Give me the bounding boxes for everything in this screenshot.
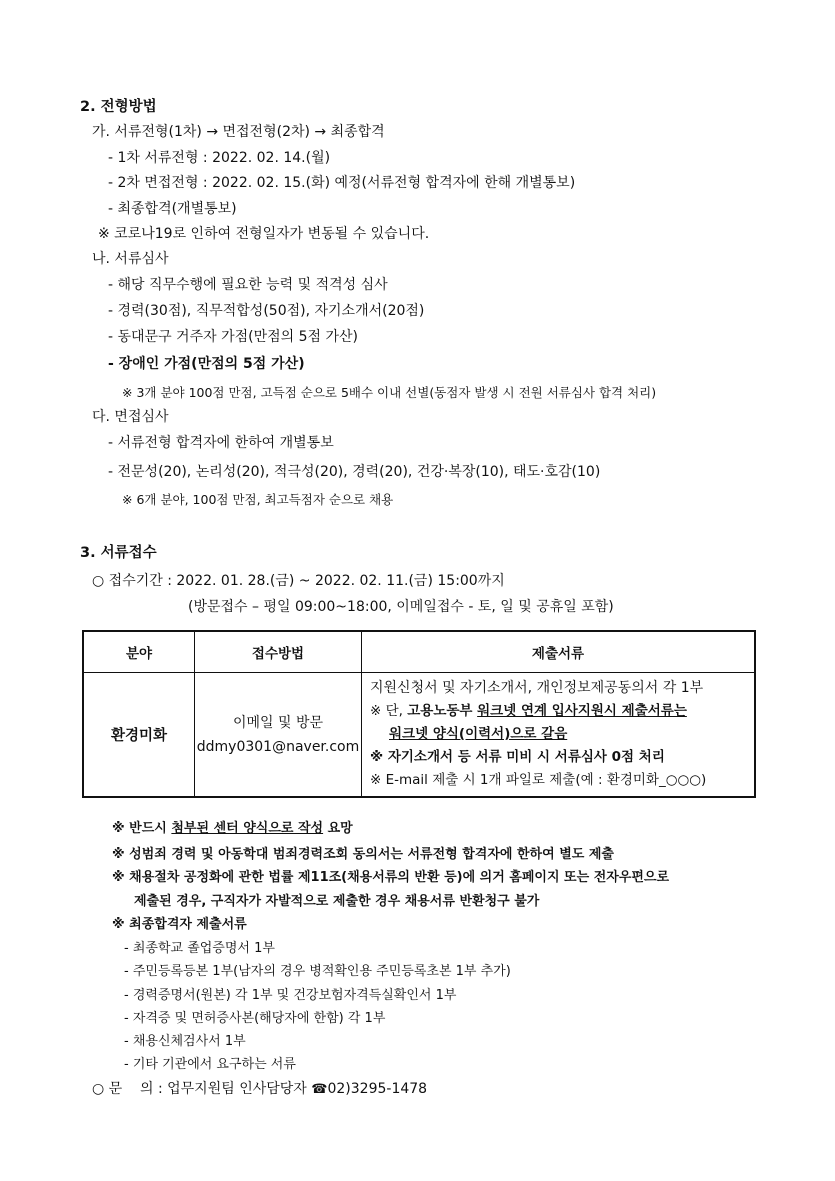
docs-note-bold: 고용노동부 [407, 703, 478, 719]
na-item: - 동대문구 거주자 가점(만점의 5점 가산) [108, 329, 358, 345]
phone-icon: ☎ [311, 1082, 328, 1097]
table-row [83, 673, 755, 798]
final-doc-item: - 채용신체검사서 1부 [124, 1034, 246, 1049]
note-3-line1: ※ 채용절차 공정화에 관한 법률 제11조(채용서류의 반환 등)에 의거 홈페이지 또는 전자우편으로 [112, 870, 670, 885]
docs-email-note: ※ E-mail 제출 시 1개 파일로 제출(예 : 환경미화_○○○) [370, 772, 707, 788]
final-doc-item: - 최종학교 졸업증명서 1부 [124, 941, 275, 956]
note-1-underline: 첨부된 센터 양식으로 작성 [171, 821, 324, 836]
final-doc-item: - 경력증명서(원본) 각 1부 및 건강보험자격득실확인서 1부 [124, 988, 457, 1003]
table-header-row [83, 631, 755, 673]
note-4: ※ 최종합격자 제출서류 [112, 917, 247, 932]
docs-note [370, 700, 754, 723]
documents-cell [362, 673, 756, 798]
final-doc-item: - 자격증 및 면허증사본(해당자에 한함) 각 1부 [124, 1011, 386, 1026]
da-item: - 전문성(20), 논리성(20), 적극성(20), 경력(20), 건강·복장(10), 태도·호감(10) [108, 464, 601, 480]
subsection-ga-title: 가. 서류전형(1차) → 면접전형(2차) → 최종합격 [92, 124, 385, 140]
ga-item: - 2차 면접전형 : 2022. 02. 15.(화) 예정(서류전형 합격자에 한해 개별통보) [108, 175, 576, 191]
docs-note-line2: 워크넷 양식(이력서)으로 갈음 [389, 726, 568, 742]
note-1 [112, 819, 353, 839]
section-3-title: 3. 서류접수 [80, 545, 157, 561]
final-doc-item: - 기타 기관에서 요구하는 서류 [124, 1057, 296, 1072]
reception-period: ○ 접수기간 : 2022. 01. 28.(금) ~ 2022. 02. 11.(금) 15:00까지 [92, 573, 505, 589]
subsection-da-title: 다. 면접심사 [92, 409, 169, 425]
covid-note: ※ 코로나19로 인하여 전형일자가 변동될 수 있습니다. [98, 226, 430, 242]
submission-table [82, 630, 756, 798]
docs-note-prefix: ※ 단, [370, 703, 408, 719]
section-2-title: 2. 전형방법 [80, 99, 157, 115]
docs-warning: ※ 자기소개서 등 서류 미비 시 서류심사 0점 처리 [370, 749, 665, 765]
method-cell [195, 673, 362, 798]
contact-phone: 02)3295-1478 [327, 1081, 428, 1097]
header-method: 접수방법 [195, 631, 362, 673]
note-2: ※ 성범죄 경력 및 아동학대 범죄경력조회 동의서는 서류전형 합격자에 한하여 별도 제출 [112, 847, 614, 862]
header-documents: 제출서류 [362, 631, 756, 673]
contact [92, 1079, 427, 1100]
reception-period-detail: (방문접수 – 평일 09:00~18:00, 이메일접수 - 토, 일 및 공휴일 포함) [188, 599, 614, 615]
final-doc-item: - 주민등록등본 1부(남자의 경우 병적확인용 주민등록초본 1부 추가) [124, 964, 511, 979]
na-item: - 해당 직무수행에 필요한 능력 및 적격성 심사 [108, 277, 388, 293]
field-cell: 환경미화 [83, 673, 195, 798]
docs-note-underline: 워크넷 연계 입사지원시 제출서류는 [477, 703, 687, 719]
na-note: ※ 3개 분야 100점 만점, 고득점 순으로 5배수 이내 선별(동점자 발생 시 전원 서류심사 합격 처리) [122, 385, 657, 400]
method-text: 이메일 및 방문 [232, 714, 324, 731]
ga-item: - 1차 서류전형 : 2022. 02. 14.(월) [108, 150, 331, 166]
header-field: 분야 [83, 631, 195, 673]
docs-line: 지원신청서 및 자기소개서, 개인정보제공동의서 각 1부 [370, 680, 704, 696]
na-item-bold: - 장애인 가점(만점의 5점 가산) [108, 356, 305, 372]
note-1-suffix: 요망 [323, 821, 353, 836]
method-email: ddmy0301@naver.com [196, 738, 360, 755]
da-note: ※ 6개 분야, 100점 만점, 최고득점자 순으로 채용 [122, 492, 394, 507]
contact-label: ○ 문 의 : 업무지원팀 인사담당자 [92, 1081, 312, 1097]
da-item: - 서류전형 합격자에 한하여 개별통보 [108, 435, 334, 451]
subsection-na-title: 나. 서류심사 [92, 251, 169, 267]
note-1-prefix: ※ 반드시 [112, 821, 172, 836]
ga-item: - 최종합격(개별통보) [108, 201, 237, 217]
na-item: - 경력(30점), 직무적합성(50점), 자기소개서(20점) [108, 303, 425, 319]
note-3-line2: 제출된 경우, 구직자가 자발적으로 제출한 경우 채용서류 반환청구 불가 [134, 894, 540, 909]
